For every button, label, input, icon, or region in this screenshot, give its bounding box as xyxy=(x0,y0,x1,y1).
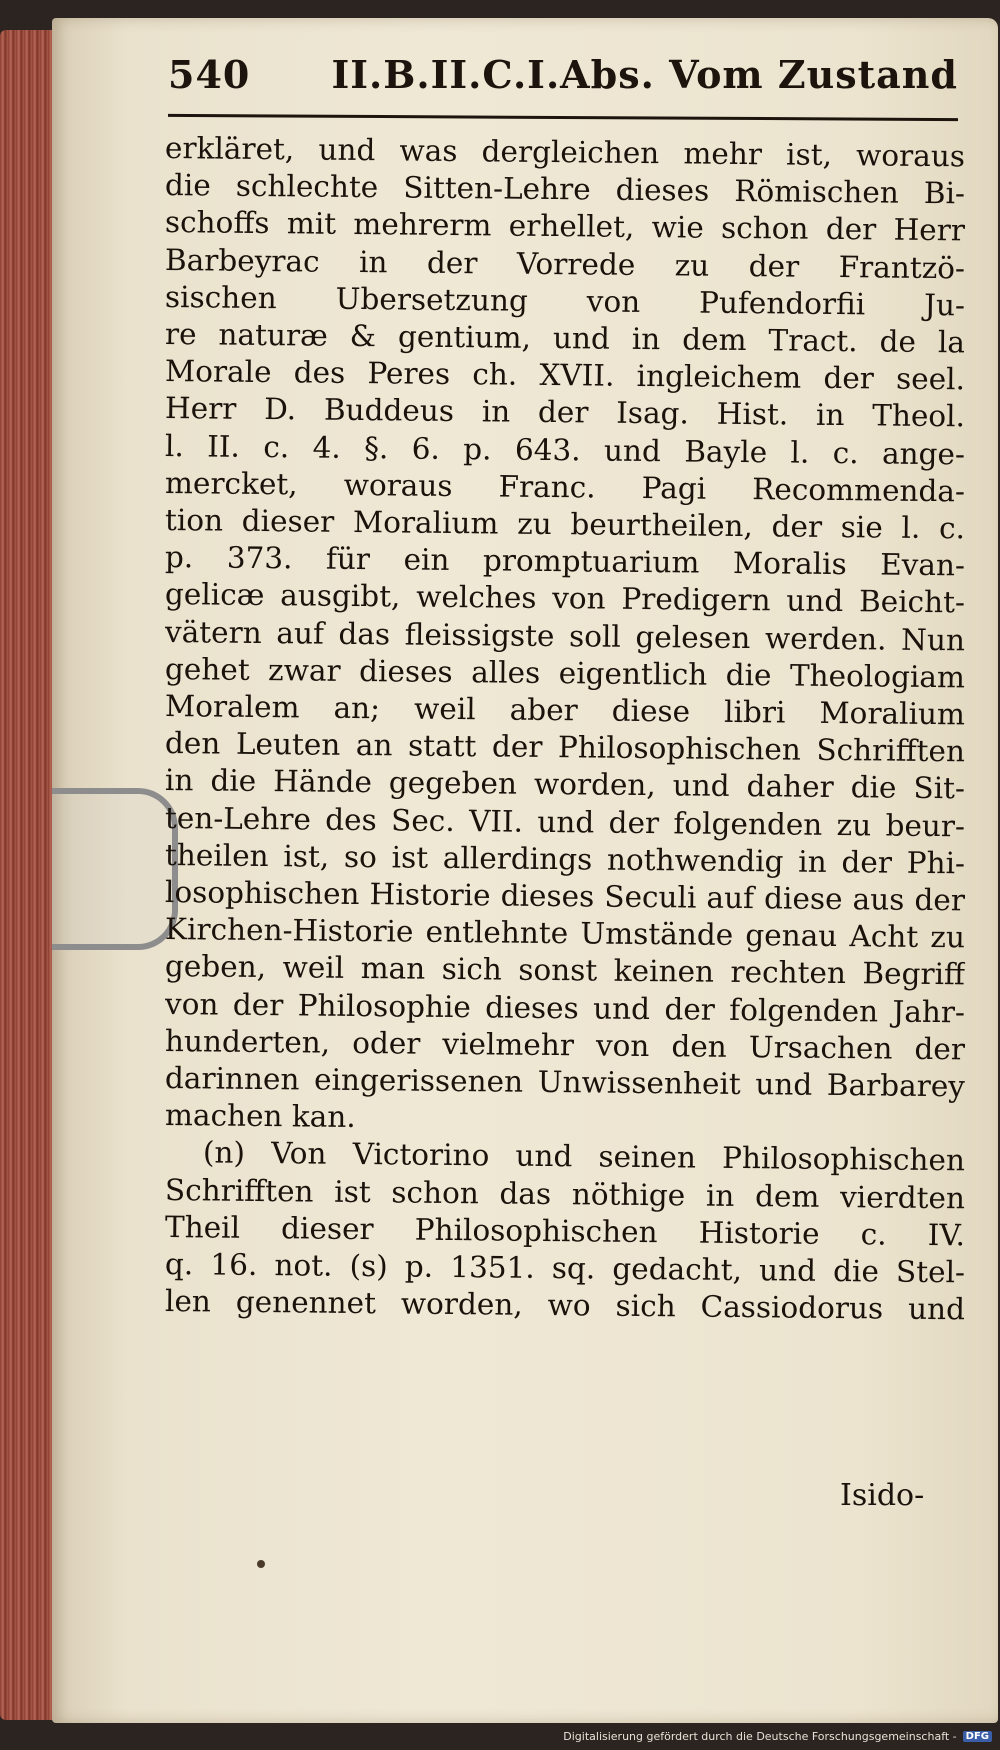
text-line: geben, weil man sich sonst keinen rechten Begriff xyxy=(164,949,966,992)
text-line: mercket, woraus Franc. Pagi Recommenda- xyxy=(164,465,966,509)
footnote-line: Theil dieser Philosophischen Historie c. IV. xyxy=(164,1209,966,1253)
page-number: 540 xyxy=(168,52,251,97)
digitization-footer xyxy=(563,1726,992,1746)
text-line: darinnen eingerissenen Unwissenheit und Barbarey xyxy=(164,1061,966,1104)
text-line: die schlechte Sitten-Lehre dieses Römischen Bi- xyxy=(164,168,966,211)
text-line: tion dieser Moralium zu beurtheilen, der sie l. c. xyxy=(164,503,966,546)
catchword: Isido- xyxy=(840,1478,925,1513)
text-line: machen kan. xyxy=(164,1098,356,1135)
text-line: Kirchen-Historie entlehnte Umstände genau Acht zu xyxy=(164,912,966,955)
text-line: p. 373. für ein promptuarium Moralis Evan- xyxy=(164,540,966,583)
footnote-line: len genennet worden, wo sich Cassiodorus und xyxy=(164,1284,966,1327)
text-line: theilen ist, so ist allerdings nothwendig in der Phi- xyxy=(164,837,966,881)
text-line: ten-Lehre des Sec. VII. und der folgenden zu beur- xyxy=(164,800,966,844)
text-line: gelicæ ausgibt, welches von Predigern und Beicht- xyxy=(164,577,966,620)
text-line: Moralem an; weil aber diese libri Moralium xyxy=(164,689,966,732)
running-title: II.B.II.C.I.Abs. Vom Zustand xyxy=(331,52,958,97)
text-line: Morale des Peres ch. XVII. ingleichem der seel. xyxy=(164,354,966,397)
body-text xyxy=(164,130,966,1327)
text-line: gehet zwar dieses alles eigentlich die Theologiam xyxy=(164,651,966,695)
book-page-edges xyxy=(0,30,60,1720)
text-line: vätern auf das fleissigste soll gelesen werden. Nun xyxy=(164,614,966,658)
page-clip xyxy=(52,788,178,950)
footnote-line: q. 16. not. (s) p. 1351. sq. gedacht, und die Stel- xyxy=(164,1247,966,1290)
footnote-line: Schrifften ist schon das nöthige in dem vierdten xyxy=(164,1172,966,1216)
dfg-logo: DFG xyxy=(963,1731,992,1742)
text-line: Barbeyrac in der Vorrede zu der Frantzö- xyxy=(164,242,966,285)
page-header xyxy=(168,52,958,116)
text-line: erkläret, und was dergleichen mehr ist, woraus xyxy=(164,131,966,174)
text-line: re naturæ & gentium, und in dem Tract. de la xyxy=(164,317,966,360)
text-line: von der Philosophie dieses und der folgenden Jahr- xyxy=(164,986,966,1030)
footnote-line: (n) Von Victorino und seinen Philosophischen xyxy=(202,1135,966,1178)
text-line: schoffs mit mehrerm erhellet, wie schon der Herr xyxy=(164,205,966,248)
ink-spot xyxy=(257,1560,265,1568)
text-line: sischen Ubersetzung von Pufendorfii Ju- xyxy=(164,279,966,323)
text-line: l. II. c. 4. §. 6. p. 643. und Bayle l. c. ange- xyxy=(164,428,966,472)
text-line: in die Hände gegeben worden, und daher die Sit- xyxy=(164,763,966,806)
text-line: hunderten, oder vielmehr von den Ursachen der xyxy=(164,1023,966,1067)
text-line: Herr D. Buddeus in der Isag. Hist. in Theol. xyxy=(164,391,966,434)
text-line: den Leuten an statt der Philosophischen Schrifften xyxy=(164,726,966,769)
funding-credit: Digitalisierung gefördert durch die Deutsche Forschungsgemeinschaft - xyxy=(563,1729,957,1743)
text-line: losophischen Historie dieses Seculi auf diese aus der xyxy=(164,875,966,918)
